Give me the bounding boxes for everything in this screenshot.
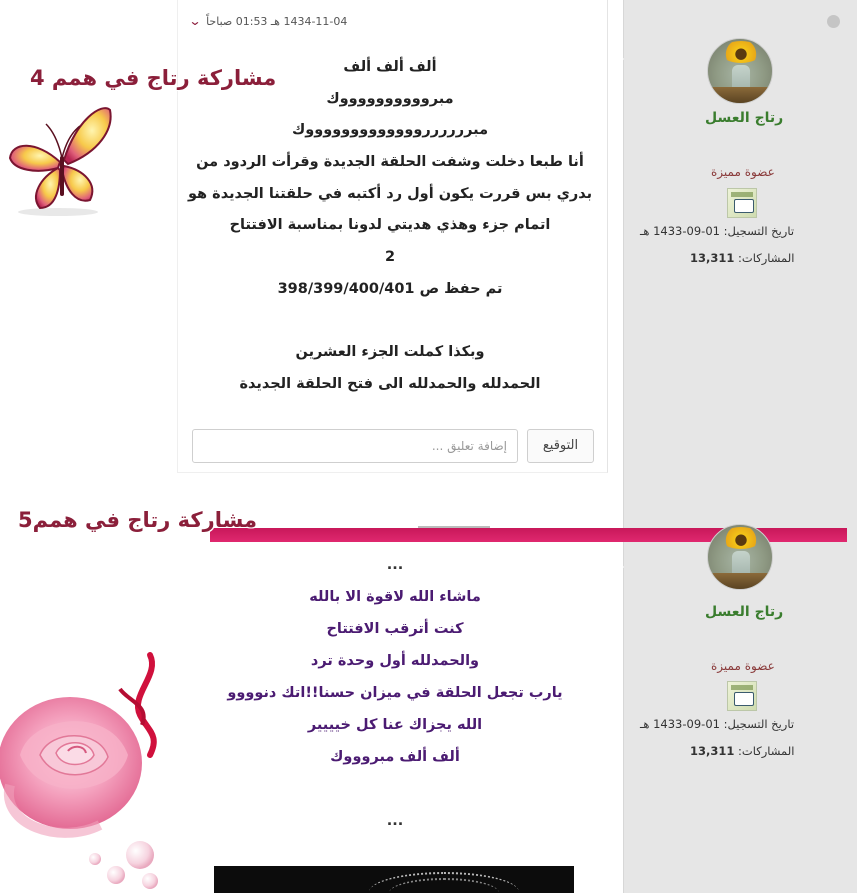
rank-badge-icon xyxy=(727,681,757,711)
rose-icon xyxy=(0,645,168,893)
post-date: 1434-11-04 هـ 01:53 صباحاً xyxy=(206,14,348,28)
fireworks-image xyxy=(214,866,574,893)
post-1-body xyxy=(180,52,600,401)
post-line: بدري بس قررت يكون أول رد أكتبه في حلقتنا الجديدة هو xyxy=(187,185,593,202)
posts-count: 13,311 xyxy=(690,251,735,265)
sunflower-image-part xyxy=(720,527,762,549)
post-2-header-strip xyxy=(418,521,490,528)
signature-button[interactable]: التوقيع xyxy=(527,429,594,463)
posts-count: 13,311 xyxy=(690,744,735,758)
post-line: مبرررررروووووووووووووك xyxy=(291,122,489,139)
post-line: ... xyxy=(386,557,404,573)
table-image-part xyxy=(708,573,773,589)
post-line: الله يجزاك عنا كل خيييير xyxy=(307,717,483,733)
registration-date: تاريخ التسجيل: 01-09-1433 هـ xyxy=(640,717,795,731)
post-2-pointer-arrow xyxy=(609,552,624,582)
post-line: مبرووووووووووك xyxy=(326,90,454,107)
post-line: وبكذا كملت الجزء العشرين xyxy=(295,344,485,361)
post-1-overlay-title: مشاركة رتاج في همم 4 xyxy=(30,66,277,90)
posts-count-row xyxy=(690,251,794,265)
post-2-overlay-title: مشاركة رتاج في همم5 xyxy=(18,508,257,532)
table-image-part xyxy=(708,87,773,103)
post-line: الحمدلله والحمدلله الى فتح الحلقة الجديدة xyxy=(239,375,541,392)
user-rank: عضوة مميزة xyxy=(711,165,775,179)
post-line: ماشاء الله لاقوة الا بالله xyxy=(309,589,481,605)
username[interactable]: رتاج العسل xyxy=(705,604,784,620)
sunflower-image-part xyxy=(720,41,762,63)
post-line: 2 xyxy=(384,249,396,266)
comment-row xyxy=(192,429,594,464)
post-line xyxy=(212,773,578,805)
post-line: ألف ألف مبروووك xyxy=(330,749,460,765)
post-line: ... xyxy=(386,813,404,829)
comment-input[interactable] xyxy=(192,429,518,463)
avatar[interactable] xyxy=(707,38,773,104)
post-line: اتمام جزء وهذي هديتي لدونا بمناسبة الافتتاح xyxy=(229,217,551,234)
username[interactable]: رتاج العسل xyxy=(705,110,784,126)
status-dot-icon xyxy=(827,15,840,28)
avatar[interactable] xyxy=(707,524,773,590)
post-line xyxy=(180,306,600,338)
post-1-date-row xyxy=(190,14,347,28)
post-1-pointer-arrow xyxy=(609,44,624,74)
chevron-down-icon[interactable]: ⌄ xyxy=(188,14,202,28)
post-line: يارب تجعل الحلقة في ميزان حسنا!!اتك دنوووو xyxy=(227,685,563,701)
registration-date: تاريخ التسجيل: 01-09-1433 هـ xyxy=(640,224,795,238)
user-rank: عضوة مميزة xyxy=(711,659,775,673)
post-line: ألف ألف ألف xyxy=(343,59,437,75)
posts-label: المشاركات: xyxy=(738,744,795,758)
posts-count-row xyxy=(690,744,794,758)
post-2-body xyxy=(212,549,578,837)
post-line: والحمدلله أول وحدة ترد xyxy=(310,653,480,669)
post-line: كنت أترقب الافتتاح xyxy=(326,621,464,637)
post-line: أنا طبعا دخلت وشفت الحلقة الجديدة وقرأت الردود من xyxy=(196,154,584,171)
post-line: تم حفظ ص 398/399/400/401 xyxy=(277,280,503,297)
butterfly-icon xyxy=(6,100,118,218)
rank-badge-icon xyxy=(727,188,757,218)
posts-label: المشاركات: xyxy=(738,251,795,265)
